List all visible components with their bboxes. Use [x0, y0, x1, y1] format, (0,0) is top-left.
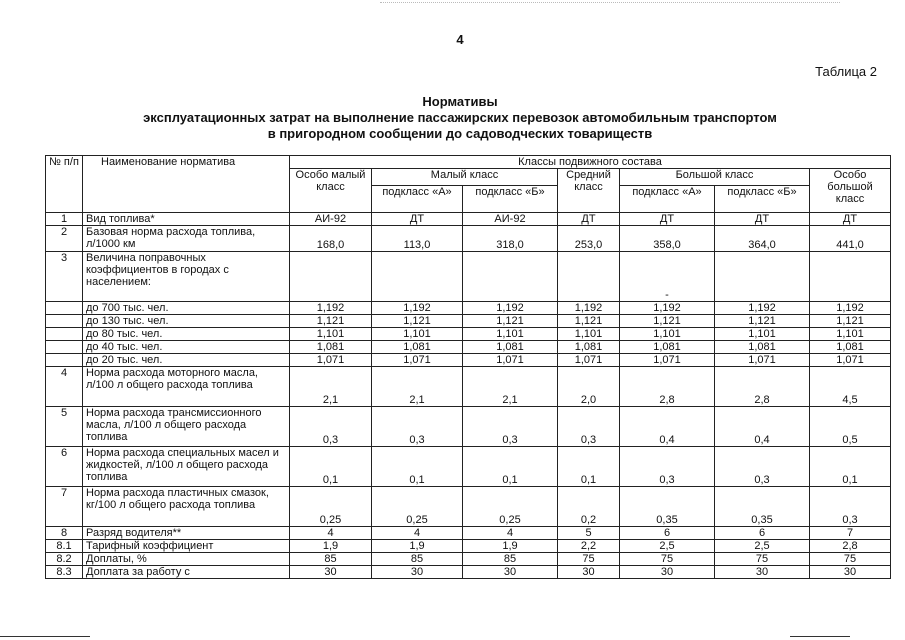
row-number: [46, 315, 83, 328]
row-name: Вид топлива*: [83, 213, 290, 226]
value-cell: 30: [372, 566, 463, 579]
value-cell: 1,9: [463, 540, 558, 553]
value-cell: 1,101: [810, 328, 891, 341]
row-number: 8: [46, 527, 83, 540]
value-cell: [290, 252, 372, 302]
value-cell: 30: [290, 566, 372, 579]
value-cell: 1,192: [620, 302, 715, 315]
value-cell: 75: [810, 553, 891, 566]
value-cell: 2,1: [463, 367, 558, 407]
row-number: 5: [46, 407, 83, 447]
row-number: [46, 341, 83, 354]
value-cell: ДТ: [810, 213, 891, 226]
value-cell: 30: [558, 566, 620, 579]
value-cell: 168,0: [290, 226, 372, 252]
row-number: [46, 328, 83, 341]
value-cell: 2,8: [715, 367, 810, 407]
row-number: 8.3: [46, 566, 83, 579]
value-cell: 1,121: [290, 315, 372, 328]
value-cell: 0,25: [372, 487, 463, 527]
row-name: Величина поправочных коэффициентов в городах с населением:: [83, 252, 290, 302]
value-cell: 1,121: [715, 315, 810, 328]
value-cell: 0,35: [715, 487, 810, 527]
value-cell: 0,3: [463, 407, 558, 447]
header-small: Малый класс: [372, 169, 558, 186]
table-row: [46, 315, 891, 328]
value-cell: 441,0: [810, 226, 891, 252]
value-cell: 0,1: [463, 447, 558, 487]
value-cell: 0,25: [290, 487, 372, 527]
value-cell: 1,192: [715, 302, 810, 315]
value-cell: 85: [290, 553, 372, 566]
header-classes: Классы подвижного состава: [290, 156, 891, 169]
top-scan-rule: [380, 2, 840, 3]
value-cell: 2,5: [715, 540, 810, 553]
row-name: до 80 тыс. чел.: [83, 328, 290, 341]
value-cell: 1,121: [372, 315, 463, 328]
page-number: 4: [456, 32, 464, 47]
value-cell: 1,081: [715, 341, 810, 354]
table-label: Таблица 2: [815, 64, 877, 79]
row-number: 3: [46, 252, 83, 302]
header-especially-large: Особо большой класс: [810, 169, 891, 213]
value-cell: 0,3: [715, 447, 810, 487]
value-cell: 1,192: [463, 302, 558, 315]
value-cell: 0,3: [372, 407, 463, 447]
row-number: 1: [46, 213, 83, 226]
table-row: [46, 566, 891, 579]
value-cell: ДТ: [715, 213, 810, 226]
value-cell: 1,101: [463, 328, 558, 341]
row-number: 7: [46, 487, 83, 527]
document-title: [0, 94, 905, 142]
value-cell: 1,071: [715, 354, 810, 367]
value-cell: 30: [810, 566, 891, 579]
row-name: Норма расхода специальных масел и жидкостей, л/100 л общего расхода топлива: [83, 447, 290, 487]
table-body: [46, 213, 891, 579]
header-small-subclass-b: подкласс «Б»: [463, 186, 558, 213]
table-row: [46, 341, 891, 354]
value-cell: 358,0: [620, 226, 715, 252]
norms-table: [45, 155, 891, 579]
value-cell: 2,8: [620, 367, 715, 407]
value-cell: ДТ: [372, 213, 463, 226]
row-name: до 700 тыс. чел.: [83, 302, 290, 315]
value-cell: 1,081: [290, 341, 372, 354]
value-cell: 1,9: [290, 540, 372, 553]
row-number: 6: [46, 447, 83, 487]
row-name: Тарифный коэффициент: [83, 540, 290, 553]
value-cell: 1,101: [290, 328, 372, 341]
value-cell: 75: [715, 553, 810, 566]
value-cell: 0,1: [290, 447, 372, 487]
value-cell: [372, 252, 463, 302]
value-cell: 0,1: [810, 447, 891, 487]
row-number: [46, 354, 83, 367]
value-cell: 2,0: [558, 367, 620, 407]
value-cell: 30: [463, 566, 558, 579]
value-cell: 1,101: [715, 328, 810, 341]
row-name: Доплаты, %: [83, 553, 290, 566]
value-cell: 0,5: [810, 407, 891, 447]
value-cell: 113,0: [372, 226, 463, 252]
header-name: Наименование норматива: [83, 156, 290, 213]
value-cell: 1,192: [290, 302, 372, 315]
value-cell: 0,1: [372, 447, 463, 487]
value-cell: 4: [463, 527, 558, 540]
value-cell: 0,3: [558, 407, 620, 447]
row-number: 2: [46, 226, 83, 252]
value-cell: 1,071: [810, 354, 891, 367]
table-row: [46, 553, 891, 566]
table-row: [46, 252, 891, 302]
header-medium: Средний класс: [558, 169, 620, 213]
title-line-3: в пригородном сообщении до садоводческих товариществ: [267, 126, 653, 141]
value-cell: 0,3: [620, 447, 715, 487]
value-cell: 6: [620, 527, 715, 540]
row-name: до 130 тыс. чел.: [83, 315, 290, 328]
row-name: Норма расхода трансмиссионного масла, л/100 л общего расхода топлива: [83, 407, 290, 447]
value-cell: 1,121: [810, 315, 891, 328]
value-cell: 30: [620, 566, 715, 579]
table-row: [46, 540, 891, 553]
row-name: Разряд водителя**: [83, 527, 290, 540]
row-number: [46, 302, 83, 315]
table-row: [46, 328, 891, 341]
header-small-subclass-a: подкласс «А»: [372, 186, 463, 213]
row-name: Базовая норма расхода топлива, л/1000 км: [83, 226, 290, 252]
value-cell: 5: [558, 527, 620, 540]
value-cell: АИ-92: [463, 213, 558, 226]
value-cell: 1,121: [620, 315, 715, 328]
value-cell: 0,25: [463, 487, 558, 527]
value-cell: ДТ: [620, 213, 715, 226]
table-row: [46, 213, 891, 226]
row-name: до 40 тыс. чел.: [83, 341, 290, 354]
value-cell: 1,9: [372, 540, 463, 553]
row-number: 4: [46, 367, 83, 407]
value-cell: 2,2: [558, 540, 620, 553]
value-cell: 1,121: [463, 315, 558, 328]
table-row: [46, 367, 891, 407]
value-cell: 1,071: [463, 354, 558, 367]
value-cell: 4: [372, 527, 463, 540]
value-cell: 0,35: [620, 487, 715, 527]
value-cell: 318,0: [463, 226, 558, 252]
value-cell: 75: [558, 553, 620, 566]
value-cell: 1,101: [372, 328, 463, 341]
header-large-subclass-b: подкласс «Б»: [715, 186, 810, 213]
header-num: № п/п: [46, 156, 83, 213]
value-cell: [463, 252, 558, 302]
row-name: Норма расхода пластичных смазок, кг/100 л общего расхода топлива: [83, 487, 290, 527]
bottom-scan-rule-left: [0, 636, 90, 637]
value-cell: ДТ: [558, 213, 620, 226]
value-cell: 2,1: [372, 367, 463, 407]
value-cell: 0,4: [620, 407, 715, 447]
value-cell: 1,101: [620, 328, 715, 341]
bottom-scan-rule-right: [790, 636, 850, 637]
header-large: Большой класс: [620, 169, 810, 186]
row-number: 8.1: [46, 540, 83, 553]
value-cell: 1,081: [810, 341, 891, 354]
value-cell: 0,1: [558, 447, 620, 487]
value-cell: 75: [620, 553, 715, 566]
value-cell: 1,121: [558, 315, 620, 328]
value-cell: [810, 252, 891, 302]
title-line-2: эксплуатационных затрат на выполнение пассажирских перевозок автомобильным транспортом: [143, 110, 777, 125]
header-large-subclass-a: подкласс «А»: [620, 186, 715, 213]
header-especially-small: Особо малый класс: [290, 169, 372, 213]
value-cell: 85: [463, 553, 558, 566]
value-cell: 1,081: [372, 341, 463, 354]
value-cell: 2,8: [810, 540, 891, 553]
value-cell: 364,0: [715, 226, 810, 252]
table-row: [46, 226, 891, 252]
value-cell: -: [620, 252, 715, 302]
row-name: до 20 тыс. чел.: [83, 354, 290, 367]
table-row: [46, 447, 891, 487]
value-cell: 0,3: [810, 487, 891, 527]
value-cell: 2,1: [290, 367, 372, 407]
value-cell: 1,071: [620, 354, 715, 367]
table-row: [46, 527, 891, 540]
table-row: [46, 354, 891, 367]
table-row: [46, 407, 891, 447]
row-number: 8.2: [46, 553, 83, 566]
value-cell: 4: [290, 527, 372, 540]
value-cell: 0,2: [558, 487, 620, 527]
value-cell: 1,192: [558, 302, 620, 315]
title-line-1: Нормативы: [422, 94, 498, 109]
value-cell: 0,3: [290, 407, 372, 447]
value-cell: АИ-92: [290, 213, 372, 226]
value-cell: 1,081: [463, 341, 558, 354]
value-cell: [715, 252, 810, 302]
value-cell: 7: [810, 527, 891, 540]
value-cell: 85: [372, 553, 463, 566]
value-cell: 1,081: [620, 341, 715, 354]
value-cell: 1,081: [558, 341, 620, 354]
value-cell: 2,5: [620, 540, 715, 553]
table-row: [46, 302, 891, 315]
row-name: Норма расхода моторного масла, л/100 л общего расхода топлива: [83, 367, 290, 407]
row-name: Доплата за работу с: [83, 566, 290, 579]
value-cell: 1,192: [372, 302, 463, 315]
value-cell: 4,5: [810, 367, 891, 407]
value-cell: 1,192: [810, 302, 891, 315]
value-cell: 253,0: [558, 226, 620, 252]
value-cell: [558, 252, 620, 302]
value-cell: 1,071: [290, 354, 372, 367]
value-cell: 1,101: [558, 328, 620, 341]
value-cell: 0,4: [715, 407, 810, 447]
value-cell: 30: [715, 566, 810, 579]
value-cell: 1,071: [372, 354, 463, 367]
value-cell: 6: [715, 527, 810, 540]
value-cell: 1,071: [558, 354, 620, 367]
table-row: [46, 487, 891, 527]
